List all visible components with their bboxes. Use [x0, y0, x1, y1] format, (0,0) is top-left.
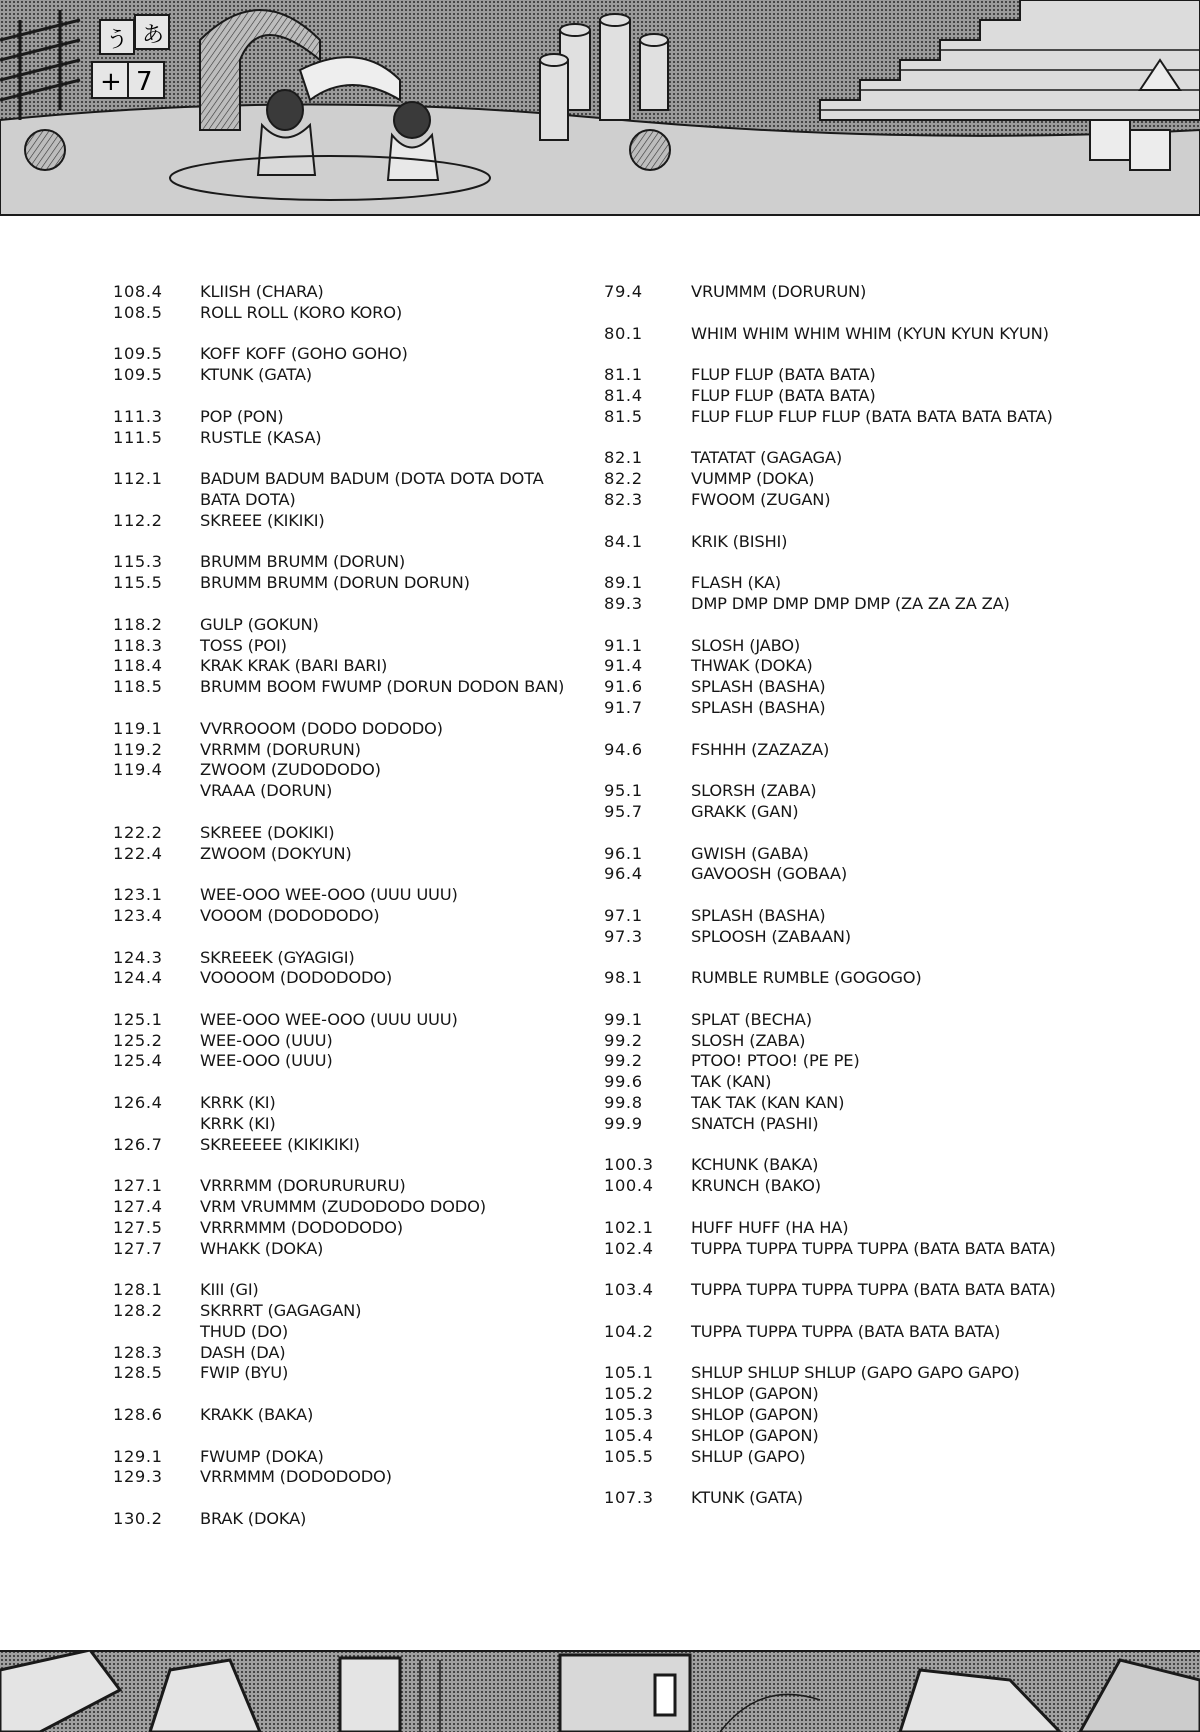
- sfx-page-panel-ref: 100.3: [604, 1155, 654, 1175]
- top-manga-panel: [0, 0, 1200, 216]
- sfx-entry: [604, 1072, 1074, 1093]
- sfx-page-panel-ref: 81.5: [604, 406, 643, 426]
- sfx-page-panel-ref: 127.4: [113, 1197, 163, 1217]
- sfx-translation: SHLOP (GAPON): [691, 1405, 819, 1425]
- sfx-page-panel-ref: 119.1: [113, 718, 163, 738]
- sfx-page-group: [113, 407, 573, 449]
- sfx-page-panel-ref: 97.3: [604, 926, 643, 946]
- sfx-page-panel-ref: 118.4: [113, 656, 163, 676]
- sfx-page-panel-ref: 118.2: [113, 614, 163, 634]
- sfx-page-group: [604, 968, 1074, 989]
- sfx-entry: [604, 906, 1074, 927]
- sfx-page-panel-ref: 81.1: [604, 365, 643, 385]
- sfx-entry: [604, 407, 1074, 428]
- sfx-translation: VRRRMMM (DODODODO): [200, 1217, 403, 1237]
- sfx-entry: [604, 282, 1074, 303]
- sfx-translation: SHLUP (GAPO): [691, 1446, 806, 1466]
- sfx-translation: FLUP FLUP (BATA BATA): [691, 365, 876, 385]
- sfx-page-panel-ref: 125.4: [113, 1051, 163, 1071]
- sfx-page-panel-ref: 112.1: [113, 469, 163, 489]
- sfx-page-panel-ref: 112.2: [113, 510, 163, 530]
- sfx-page-group: [113, 282, 573, 324]
- sfx-entry: [113, 760, 573, 781]
- sfx-page-panel-ref: 105.3: [604, 1405, 654, 1425]
- sfx-translation: KRAKK (BAKA): [200, 1405, 314, 1425]
- sfx-page-group: [113, 719, 573, 802]
- sfx-page-panel-ref: 97.1: [604, 905, 643, 925]
- sfx-entry: [113, 636, 573, 657]
- sfx-entry: [113, 282, 573, 303]
- sfx-page-panel-ref: 82.3: [604, 489, 643, 509]
- sfx-page-panel-ref: 89.1: [604, 573, 643, 593]
- sfx-page-panel-ref: 118.5: [113, 677, 163, 697]
- sfx-page-group: [604, 448, 1074, 510]
- sfx-page-panel-ref: 122.2: [113, 822, 163, 842]
- sfx-page-group: [604, 1218, 1074, 1260]
- sfx-translation: SNATCH (PASHI): [691, 1113, 819, 1133]
- sfx-page-panel-ref: 111.5: [113, 427, 163, 447]
- sfx-page-panel-ref: 115.3: [113, 552, 163, 572]
- sfx-translation: TOSS (POI): [200, 635, 287, 655]
- sfx-entry: [604, 386, 1074, 407]
- sfx-entry: [604, 1384, 1074, 1405]
- sfx-entry: [113, 740, 573, 761]
- sfx-translation: TUPPA TUPPA TUPPA TUPPA (BATA BATA BATA): [691, 1280, 1056, 1300]
- sfx-entry: [113, 844, 573, 865]
- sfx-translation: KCHUNK (BAKA): [691, 1155, 819, 1175]
- sfx-translation: TUPPA TUPPA TUPPA (BATA BATA BATA): [691, 1321, 1001, 1341]
- sfx-page-group: [604, 532, 1074, 553]
- sfx-translation: BRAK (DOKA): [200, 1509, 307, 1529]
- sfx-page-group: [604, 282, 1074, 303]
- sfx-page-panel-ref: 98.1: [604, 968, 643, 988]
- sfx-translation: DASH (DA): [200, 1342, 286, 1362]
- sfx-translation: SLOSH (ZABA): [691, 1030, 806, 1050]
- sfx-page-panel-ref: 100.4: [604, 1176, 654, 1196]
- sfx-page-group: [113, 552, 573, 594]
- sfx-page-panel-ref: 108.4: [113, 282, 163, 301]
- sfx-glossary-right-column: [604, 282, 1074, 1530]
- sfx-translation: SKREEE (DOKIKI): [200, 822, 335, 842]
- sfx-page-panel-ref: 91.1: [604, 635, 643, 655]
- sfx-translation: KRRK (KI): [200, 1093, 276, 1113]
- sfx-entry: [604, 1405, 1074, 1426]
- sfx-translation: VOOOOM (DODODODO): [200, 968, 393, 988]
- sfx-page-panel-ref: 118.3: [113, 635, 163, 655]
- sfx-page-group: [113, 1280, 573, 1384]
- sfx-page-group: [604, 1280, 1074, 1301]
- sfx-translation: GRAKK (GAN): [691, 801, 799, 821]
- sfx-page-group: [113, 885, 573, 927]
- sfx-page-panel-ref: 89.3: [604, 593, 643, 613]
- sfx-page-group: [113, 1176, 573, 1259]
- sfx-page-panel-ref: [113, 781, 200, 802]
- sfx-translation: KOFF KOFF (GOHO GOHO): [200, 344, 408, 364]
- sfx-page-group: [113, 948, 573, 990]
- sfx-page-group: [604, 1322, 1074, 1343]
- sfx-entry: [113, 656, 573, 677]
- sfx-entry: [604, 1280, 1074, 1301]
- sfx-page-panel-ref: 91.6: [604, 677, 643, 697]
- sfx-translation: ZWOOM (ZUDODODO): [200, 760, 381, 780]
- sfx-entry: [113, 511, 573, 532]
- sfx-translation: ROLL ROLL (KORO KORO): [200, 302, 403, 322]
- sfx-entry: [604, 636, 1074, 657]
- sfx-translation: RUMBLE RUMBLE (GOGOGO): [691, 968, 922, 988]
- sfx-entry: [604, 1114, 1074, 1135]
- sfx-page-panel-ref: 127.1: [113, 1176, 163, 1196]
- sfx-page-panel-ref: 123.1: [113, 885, 163, 905]
- sfx-page-panel-ref: 81.4: [604, 385, 643, 405]
- sfx-page-panel-ref: 82.1: [604, 448, 643, 468]
- sfx-page-panel-ref: 95.7: [604, 801, 643, 821]
- sfx-page-panel-ref: 105.4: [604, 1425, 654, 1445]
- sfx-entry: [604, 656, 1074, 677]
- sfx-translation: VOOOM (DODODODO): [200, 905, 380, 925]
- sfx-page-panel-ref: 99.9: [604, 1113, 643, 1133]
- sfx-page-panel-ref: [113, 1114, 200, 1135]
- sfx-page-group: [604, 1155, 1074, 1197]
- sfx-page-panel-ref: 91.4: [604, 656, 643, 676]
- sfx-translation: SPLOOSH (ZABAAN): [691, 926, 851, 946]
- sfx-page-panel-ref: 124.3: [113, 947, 163, 967]
- sfx-translation: SHLOP (GAPON): [691, 1425, 819, 1445]
- sfx-page-panel-ref: 104.2: [604, 1321, 654, 1341]
- sfx-entry: [604, 1176, 1074, 1197]
- sfx-entry: [113, 552, 573, 573]
- sfx-page-panel-ref: 99.2: [604, 1030, 643, 1050]
- sfx-entry: [604, 324, 1074, 345]
- sfx-entry: [113, 469, 573, 511]
- sfx-translation: SLORSH (ZABA): [691, 781, 817, 801]
- sfx-entry: [113, 1343, 573, 1364]
- sfx-translation: KIII (GI): [200, 1280, 259, 1300]
- sfx-page-panel-ref: 99.6: [604, 1072, 643, 1092]
- sfx-entry: [113, 1114, 573, 1135]
- sfx-entry: [604, 532, 1074, 553]
- sfx-page-panel-ref: 105.2: [604, 1384, 654, 1404]
- sfx-translation: VRUMMM (DORURUN): [691, 282, 867, 301]
- sfx-translation: BADUM BADUM BADUM (DOTA DOTA DOTA BATA DOTA): [200, 469, 544, 509]
- sfx-entry: [604, 1010, 1074, 1031]
- sfx-translation: WEE-OOO WEE-OOO (UUU UUU): [200, 885, 458, 905]
- sfx-page-group: [604, 844, 1074, 886]
- block-glyph-plus: +: [100, 67, 122, 97]
- sfx-entry: [604, 365, 1074, 386]
- sfx-page-group: [113, 823, 573, 865]
- sfx-entry: [113, 303, 573, 324]
- sfx-entry: [604, 1155, 1074, 1176]
- sfx-entry: [604, 740, 1074, 761]
- sfx-page-panel-ref: 128.3: [113, 1342, 163, 1362]
- sfx-page-panel-ref: 125.2: [113, 1030, 163, 1050]
- sfx-entry: [604, 573, 1074, 594]
- sfx-entry: [604, 1031, 1074, 1052]
- sfx-translation: KTUNK (GATA): [200, 365, 312, 385]
- sfx-page-panel-ref: 119.2: [113, 739, 163, 759]
- sfx-entry: [604, 968, 1074, 989]
- sfx-translation: GWISH (GABA): [691, 843, 809, 863]
- sfx-translation: DMP DMP DMP DMP DMP (ZA ZA ZA ZA): [691, 593, 1010, 613]
- bottom-illustration: [0, 1650, 1200, 1732]
- sfx-page-panel-ref: 94.6: [604, 739, 643, 759]
- sfx-page-panel-ref: 129.3: [113, 1467, 163, 1487]
- sfx-entry: [604, 1322, 1074, 1343]
- sfx-entry: [113, 885, 573, 906]
- sfx-translation: KRAK KRAK (BARI BARI): [200, 656, 388, 676]
- sfx-page-panel-ref: 99.1: [604, 1009, 643, 1029]
- sfx-entry: [604, 469, 1074, 490]
- sfx-page-panel-ref: 108.5: [113, 302, 163, 322]
- block-glyph-u: う: [106, 28, 129, 53]
- sfx-page-panel-ref: 119.4: [113, 760, 163, 780]
- sfx-translation: SLOSH (JABO): [691, 635, 801, 655]
- sfx-page-panel-ref: 127.7: [113, 1238, 163, 1258]
- sfx-entry: [113, 677, 573, 698]
- sfx-translation: VVRROOOM (DODO DODODO): [200, 718, 443, 738]
- sfx-entry: [113, 615, 573, 636]
- playground-illustration: [0, 0, 1200, 216]
- sfx-translation: VRRMMM (DODODODO): [200, 1467, 392, 1487]
- sfx-page-panel-ref: 96.4: [604, 864, 643, 884]
- sfx-page-panel-ref: 80.1: [604, 323, 643, 343]
- sfx-page-panel-ref: 105.1: [604, 1363, 654, 1383]
- sfx-translation: THUD (DO): [200, 1321, 289, 1341]
- sfx-page-group: [113, 1405, 573, 1426]
- sfx-page-panel-ref: 115.5: [113, 573, 163, 593]
- sfx-page-group: [113, 344, 573, 386]
- sfx-entry: [113, 1197, 573, 1218]
- sfx-page-panel-ref: 128.6: [113, 1405, 163, 1425]
- sfx-page-group: [604, 906, 1074, 948]
- sfx-entry: [113, 1447, 573, 1468]
- sfx-entry: [604, 1447, 1074, 1468]
- sfx-page-panel-ref: 102.1: [604, 1217, 654, 1237]
- sfx-entry: [113, 1322, 573, 1343]
- sfx-entry: [604, 448, 1074, 469]
- sfx-entry: [113, 1405, 573, 1426]
- sfx-entry: [113, 1280, 573, 1301]
- sfx-entry: [113, 906, 573, 927]
- sfx-entry: [604, 864, 1074, 885]
- sfx-page-group: [604, 781, 1074, 823]
- sfx-page-panel-ref: 103.4: [604, 1280, 654, 1300]
- sfx-translation: KRUNCH (BAKO): [691, 1176, 821, 1196]
- sfx-translation: TUPPA TUPPA TUPPA TUPPA (BATA BATA BATA): [691, 1238, 1056, 1258]
- sfx-page-group: [604, 636, 1074, 719]
- sfx-page-group: [113, 1010, 573, 1072]
- sfx-page-panel-ref: 128.2: [113, 1301, 163, 1321]
- sfx-page-panel-ref: 91.7: [604, 697, 643, 717]
- sfx-entry: [113, 365, 573, 386]
- sfx-entry: [604, 1488, 1074, 1509]
- sfx-entry: [604, 490, 1074, 511]
- sfx-page-group: [113, 469, 573, 531]
- sfx-page-panel-ref: 102.4: [604, 1238, 654, 1258]
- sfx-page-group: [113, 615, 573, 698]
- sfx-translation: RUSTLE (KASA): [200, 427, 322, 447]
- sfx-translation: SHLOP (GAPON): [691, 1384, 819, 1404]
- sfx-page-group: [113, 1093, 573, 1155]
- sfx-entry: [113, 719, 573, 740]
- sfx-entry: [604, 802, 1074, 823]
- sfx-page-group: [604, 740, 1074, 761]
- sfx-translation: ZWOOM (DOKYUN): [200, 843, 352, 863]
- sfx-entry: [604, 844, 1074, 865]
- sfx-translation: SPLASH (BASHA): [691, 677, 826, 697]
- sfx-translation: FLUP FLUP (BATA BATA): [691, 385, 876, 405]
- sfx-translation: SPLASH (BASHA): [691, 697, 826, 717]
- sfx-translation: HUFF HUFF (HA HA): [691, 1217, 849, 1237]
- sfx-translation: VRM VRUMMM (ZUDODODO DODO): [200, 1197, 486, 1217]
- sfx-page-panel-ref: 125.1: [113, 1009, 163, 1029]
- sfx-page-panel-ref: 105.5: [604, 1446, 654, 1466]
- sfx-translation: KLIISH (CHARA): [200, 282, 324, 301]
- sfx-page-panel-ref: 124.4: [113, 968, 163, 988]
- sfx-page-panel-ref: 111.3: [113, 406, 163, 426]
- sfx-translation: FWIP (BYU): [200, 1363, 289, 1383]
- sfx-translation: VRRRMM (DORURURURU): [200, 1176, 406, 1196]
- sfx-translation: WHAKK (DOKA): [200, 1238, 324, 1258]
- sfx-translation: WEE-OOO WEE-OOO (UUU UUU): [200, 1009, 458, 1029]
- sfx-translation: BRUMM BRUMM (DORUN DORUN): [200, 573, 470, 593]
- sfx-page-panel-ref: 79.4: [604, 282, 643, 301]
- sfx-page-group: [113, 1447, 573, 1489]
- sfx-page-panel-ref: 109.5: [113, 344, 163, 364]
- sfx-entry: [113, 344, 573, 365]
- sfx-page-panel-ref: 128.1: [113, 1280, 163, 1300]
- sfx-entry: [604, 698, 1074, 719]
- sfx-translation: BRUMM BOOM FWUMP (DORUN DODON BAN): [200, 677, 565, 697]
- sfx-translation: TATATAT (GAGAGA): [691, 448, 842, 468]
- sfx-translation: KRIK (BISHI): [691, 531, 788, 551]
- sfx-translation: BRUMM BRUMM (DORUN): [200, 552, 406, 572]
- sfx-entry: [604, 1093, 1074, 1114]
- sfx-entry: [113, 948, 573, 969]
- sfx-translation: VRRMM (DORURUN): [200, 739, 361, 759]
- sfx-translation: KRRK (KI): [200, 1113, 276, 1133]
- sfx-entry: [604, 927, 1074, 948]
- sfx-entry: [604, 594, 1074, 615]
- sfx-page-panel-ref: 126.7: [113, 1134, 163, 1154]
- sfx-page-panel-ref: 127.5: [113, 1217, 163, 1237]
- sfx-translation: SKREEEK (GYAGIGI): [200, 947, 355, 967]
- sfx-translation: SHLUP SHLUP SHLUP (GAPO GAPO GAPO): [691, 1363, 1020, 1383]
- sfx-entry: [113, 1509, 573, 1530]
- sfx-page-panel-ref: 109.5: [113, 365, 163, 385]
- sfx-page-panel-ref: 107.3: [604, 1488, 654, 1508]
- sfx-translation: SKRRRT (GAGAGAN): [200, 1301, 362, 1321]
- sfx-page-panel-ref: 130.2: [113, 1509, 163, 1529]
- sfx-entry: [113, 1176, 573, 1197]
- sfx-entry: [604, 1218, 1074, 1239]
- sfx-entry: [604, 677, 1074, 698]
- sfx-translation: WEE-OOO (UUU): [200, 1030, 333, 1050]
- sfx-entry: [113, 1467, 573, 1488]
- sfx-translation: SKREEE (KIKIKI): [200, 510, 325, 530]
- sfx-page-panel-ref: 99.8: [604, 1093, 643, 1113]
- sfx-translation: FLASH (KA): [691, 573, 781, 593]
- sfx-entry: [604, 1363, 1074, 1384]
- sfx-page-panel-ref: 84.1: [604, 531, 643, 551]
- sfx-entry: [113, 573, 573, 594]
- sfx-page-panel-ref: 126.4: [113, 1093, 163, 1113]
- sfx-page-panel-ref: 82.2: [604, 469, 643, 489]
- sfx-translation: GAVOOSH (GOBAA): [691, 864, 847, 884]
- sfx-page-panel-ref: 122.4: [113, 843, 163, 863]
- sfx-entry: [113, 1363, 573, 1384]
- sfx-entry: [604, 781, 1074, 802]
- sfx-translation: SPLASH (BASHA): [691, 905, 826, 925]
- sfx-page-group: [604, 573, 1074, 615]
- sfx-entry: [113, 1093, 573, 1114]
- sfx-entry: [604, 1239, 1074, 1260]
- sfx-page-panel-ref: 96.1: [604, 843, 643, 863]
- sfx-entry: [113, 428, 573, 449]
- sfx-page-group: [604, 1363, 1074, 1467]
- sfx-page-group: [604, 365, 1074, 427]
- sfx-entry: [113, 823, 573, 844]
- sfx-translation: PTOO! PTOO! (PE PE): [691, 1051, 860, 1071]
- sfx-page-group: [113, 1509, 573, 1530]
- sfx-page-panel-ref: 129.1: [113, 1446, 163, 1466]
- sfx-translation: FLUP FLUP FLUP FLUP (BATA BATA BATA BATA): [691, 406, 1053, 426]
- sfx-page-panel-ref: 128.5: [113, 1363, 163, 1383]
- sfx-translation: FWUMP (DOKA): [200, 1446, 324, 1466]
- sfx-translation: VUMMP (DOKA): [691, 469, 815, 489]
- sfx-translation: VRAAA (DORUN): [200, 781, 333, 801]
- sfx-entry: [604, 1051, 1074, 1072]
- sfx-entry: [113, 781, 573, 802]
- sfx-page-panel-ref: 99.2: [604, 1051, 643, 1071]
- sfx-translation: SPLAT (BECHA): [691, 1009, 812, 1029]
- sfx-page-group: [604, 324, 1074, 345]
- block-glyph-a: あ: [142, 23, 165, 48]
- sfx-translation: GULP (GOKUN): [200, 614, 319, 634]
- sfx-entry: [113, 1301, 573, 1322]
- sfx-translation: POP (PON): [200, 406, 284, 426]
- sfx-glossary-left-column: [113, 282, 573, 1551]
- sfx-translation: TAK TAK (KAN KAN): [691, 1093, 845, 1113]
- sfx-entry: [113, 1239, 573, 1260]
- sfx-entry: [113, 1010, 573, 1031]
- sfx-translation: WHIM WHIM WHIM WHIM (KYUN KYUN KYUN): [691, 323, 1049, 343]
- sfx-entry: [113, 1031, 573, 1052]
- sfx-page-group: [604, 1488, 1074, 1509]
- sfx-translation: WEE-OOO (UUU): [200, 1051, 333, 1071]
- sfx-page-panel-ref: 123.4: [113, 905, 163, 925]
- sfx-translation: FSHHH (ZAZAZA): [691, 739, 830, 759]
- sfx-translation: FWOOM (ZUGAN): [691, 489, 831, 509]
- sfx-translation: SKREEEEE (KIKIKIKI): [200, 1134, 360, 1154]
- sfx-page-panel-ref: 95.1: [604, 781, 643, 801]
- sfx-translation: TAK (KAN): [691, 1072, 772, 1092]
- sfx-translation: KTUNK (GATA): [691, 1488, 803, 1508]
- sfx-page-panel-ref: [113, 1322, 200, 1343]
- sfx-entry: [113, 1218, 573, 1239]
- sfx-page-group: [604, 1010, 1074, 1135]
- bottom-manga-panel: [0, 1650, 1200, 1732]
- sfx-translation: THWAK (DOKA): [691, 656, 813, 676]
- sfx-entry: [604, 1426, 1074, 1447]
- sfx-entry: [113, 1135, 573, 1156]
- sfx-entry: [113, 968, 573, 989]
- sfx-entry: [113, 407, 573, 428]
- block-glyph-seven: 7: [136, 67, 153, 97]
- sfx-entry: [113, 1051, 573, 1072]
